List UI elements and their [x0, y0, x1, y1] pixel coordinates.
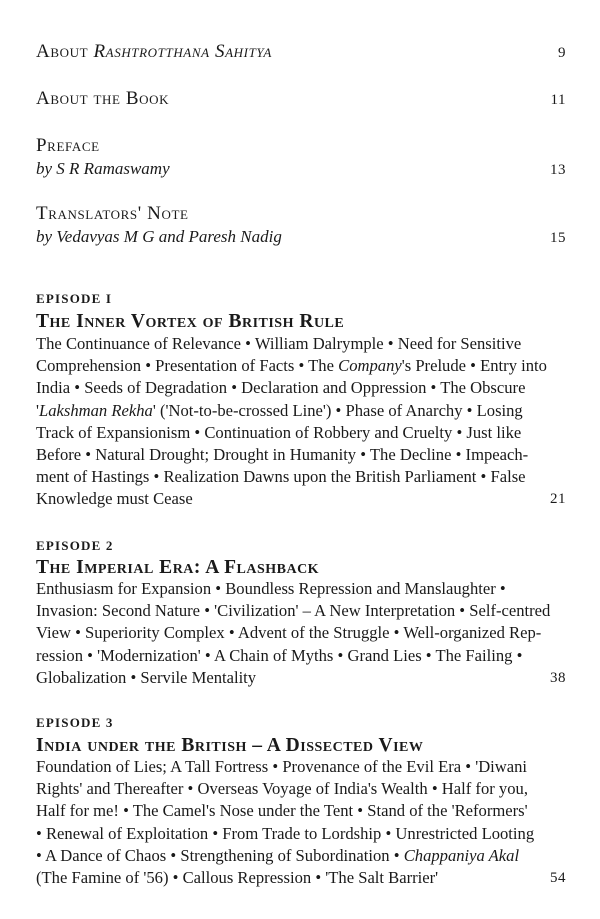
episode-title[interactable]: The Imperial Era: A Flashback — [36, 557, 320, 578]
description-line: • Renewal of Exploitation • From Trade to Lordship • Unrestricted Looting — [36, 823, 535, 843]
episode-description — [36, 333, 566, 511]
entry-title: Translators' Note — [36, 203, 189, 224]
description-line: Enthusiasm for Expansion • Boundless Repression and Manslaughter • — [36, 579, 506, 598]
episode-description — [36, 756, 566, 889]
description-line: Invasion: Second Nature • 'Civilization' – A New Interpretation • Self-centred — [36, 601, 551, 621]
description-line: The Continuance of Relevance • William Dalrymple • Need for Sensitive — [36, 334, 522, 353]
description-line: Half for me! • The Camel's Nose under the Tent • Stand of the 'Reformers' — [36, 801, 528, 821]
episode-title[interactable]: The Inner Vortex of British Rule — [36, 311, 345, 332]
toc-entry-preface[interactable] — [36, 134, 566, 180]
entry-title: Preface — [36, 135, 100, 156]
description-line: 'Lakshman Rekha' ('Not-to-be-crossed Line') • Phase of Anarchy • Losing — [36, 400, 523, 420]
description-line: • A Dance of Chaos • Strengthening of Subordination • Chappaniya Akal — [36, 845, 520, 865]
description-line: Rights' and Thereafter • Overseas Voyage of India's Wealth • Half for you, — [36, 779, 528, 799]
page-number: 9 — [558, 45, 566, 61]
page-number: 38 — [550, 669, 566, 686]
entry-title: About Rashtrotthana Sahitya — [36, 41, 272, 62]
toc-entry-about-book[interactable] — [36, 87, 566, 111]
episode-label: EPISODE 2 — [36, 538, 114, 553]
description-line: India • Seeds of Degradation • Declaration and Oppression • The Obscure — [36, 378, 526, 398]
episode-label: EPISODE 3 — [36, 715, 114, 730]
description-line: ment of Hastings • Realization Dawns upon the British Parliament • False — [36, 467, 526, 487]
description-line: Track of Expansionism • Continuation of Robbery and Cruelty • Just like — [36, 422, 522, 442]
page-number: 54 — [550, 870, 566, 887]
description-line: Globalization • Servile Mentality 38 — [36, 667, 566, 689]
entry-title: About the Book — [36, 88, 170, 109]
description-line: (The Famine of '56) • Callous Repression • 'The Salt Barrier' 54 — [36, 867, 566, 889]
episode-label: EPISODE I — [36, 291, 113, 306]
entry-byline: by Vedavyas M G and Paresh Nadig — [36, 227, 282, 246]
description-line: Knowledge must Cease 21 — [36, 488, 566, 510]
toc-entry-about-publisher[interactable] — [36, 40, 566, 64]
episode-title[interactable]: India under the British – A Dissected View — [36, 735, 424, 756]
page-number: 21 — [550, 491, 566, 508]
description-line: Comprehension • Presentation of Facts • The Company's Prelude • Entry into — [36, 356, 547, 376]
page-number: 11 — [550, 92, 566, 108]
page-number: 15 — [550, 230, 566, 246]
entry-byline: by S R Ramaswamy — [36, 159, 170, 178]
description-line: View • Superiority Complex • Advent of the Struggle • Well-organized Rep- — [36, 623, 542, 643]
description-line: Before • Natural Drought; Drought in Humanity • The Decline • Impeach- — [36, 445, 529, 465]
description-line: ression • 'Modernization' • A Chain of Myths • Grand Lies • The Failing • — [36, 645, 523, 665]
toc-entry-translators-note[interactable] — [36, 202, 566, 248]
page-number: 13 — [550, 162, 566, 178]
description-line: Foundation of Lies; A Tall Fortress • Provenance of the Evil Era • 'Diwani — [36, 757, 528, 776]
episode-description — [36, 578, 566, 689]
